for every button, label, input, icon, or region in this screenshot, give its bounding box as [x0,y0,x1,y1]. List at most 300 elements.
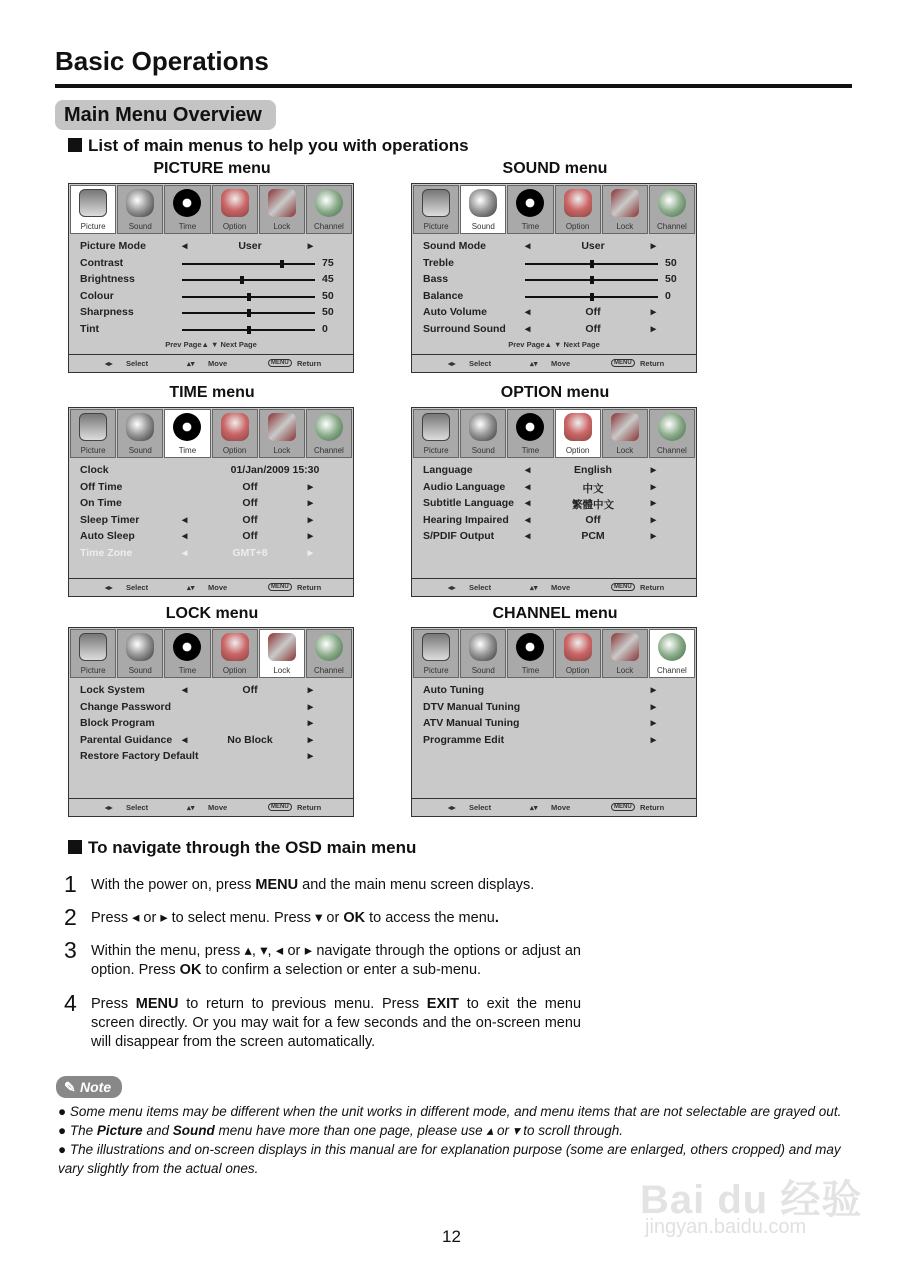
menu-row[interactable] [80,273,343,290]
menu-row[interactable] [80,481,343,498]
tab-time[interactable] [507,185,553,234]
sound-menu-screen [411,183,697,373]
slider-track[interactable] [182,279,315,281]
menu-footer [69,798,353,816]
slider-knob[interactable] [280,260,284,268]
row-label: Subtitle Language [423,497,515,509]
menu-row[interactable] [423,734,686,751]
row-label: Surround Sound [423,322,506,335]
tab-time[interactable] [164,185,210,234]
tab-lock[interactable] [602,185,648,234]
menu-row[interactable] [80,514,343,531]
picture-icon [79,189,107,217]
page-number: 12 [442,1227,461,1246]
move-hint-icon: ▴▾ [530,359,538,368]
channel-icon [658,413,686,441]
row-label: Picture Mode [80,240,146,252]
tab-option[interactable] [555,629,601,678]
lock-icon [268,633,296,661]
row-label: Language [423,464,473,476]
menu-rows [80,240,343,339]
option-icon [564,189,592,217]
tab-label: Lock [273,222,291,231]
left-arrow-icon[interactable]: ◂ [525,480,531,493]
row-label: Sleep Timer [80,513,140,526]
tab-label: Option [565,222,590,231]
tab-channel[interactable] [649,629,695,678]
lock-icon [268,189,296,217]
row-value: PCM [581,530,605,542]
channel-icon [315,413,343,441]
sound-icon [469,633,497,661]
tab-label: Lock [273,446,291,455]
return-hint: Return [640,359,665,368]
row-value: English [574,464,612,476]
step-number: 4 [64,990,77,1016]
menu-row[interactable] [80,684,343,701]
move-hint: Move [551,359,571,368]
menu-rows [423,684,686,750]
tab-label: Option [222,446,247,455]
tab-picture[interactable] [413,629,459,678]
right-arrow-icon[interactable]: ▸ [650,684,656,696]
row-value: 繁體中文 [572,499,614,511]
tab-sound[interactable] [460,409,506,458]
tab-label: Sound [128,222,152,231]
tab-label: Lock [616,446,634,455]
tab-sound[interactable] [117,629,163,678]
menu-row[interactable] [423,497,686,514]
right-arrow-icon[interactable]: ▸ [307,750,313,762]
tab-channel[interactable] [649,185,695,234]
row-label: Sharpness [80,306,134,318]
tab-label: Channel [314,446,344,455]
menu-row[interactable] [80,306,343,323]
menu-key-icon: MENU [611,359,635,367]
tab-lock[interactable] [259,629,305,678]
slider-value: 0 [665,289,671,302]
channel-menu-screen [411,627,697,817]
menu-row[interactable] [80,750,343,767]
tab-sound[interactable] [117,409,163,458]
slider-track[interactable] [525,296,658,298]
nav-heading-text: To navigate through the OSD main menu [88,838,417,857]
right-arrow-icon[interactable]: ▸ [307,546,313,559]
row-label: Bass [423,273,449,285]
slider-track[interactable] [182,263,315,265]
select-hint: Select [126,583,149,592]
return-hint: Return [297,583,322,592]
row-label: S/PDIF Output [423,530,495,542]
right-arrow-icon[interactable]: ▸ [307,240,313,252]
time-menu-title: TIME menu [169,384,255,401]
picture-menu-title: PICTURE menu [153,160,271,177]
tab-label: Lock [273,666,291,675]
tab-channel[interactable] [306,185,352,234]
menu-tab-bar [412,184,696,235]
menu-row[interactable] [423,481,686,498]
row-value: Off [242,513,258,526]
tab-label: Channel [314,666,344,675]
row-value: Off [585,306,601,318]
left-arrow-icon[interactable]: ◂ [182,240,188,252]
move-hint: Move [208,583,228,592]
tab-label: Picture [80,222,106,231]
menu-tab-bar [69,628,353,679]
move-hint: Move [208,359,228,368]
right-arrow-icon[interactable]: ▸ [650,322,656,335]
tab-picture[interactable] [70,185,116,234]
select-hint: Select [126,359,149,368]
right-arrow-icon[interactable]: ▸ [650,480,656,493]
row-value: User [238,240,262,252]
slider-value: 50 [322,306,334,318]
sound-icon [469,189,497,217]
tab-option[interactable] [555,185,601,234]
tab-label: Picture [423,446,449,455]
right-arrow-icon[interactable]: ▸ [650,240,656,252]
tab-lock[interactable] [259,185,305,234]
row-label: Colour [80,289,114,302]
tab-option[interactable] [212,409,258,458]
watermark-url: jingyan.baidu.com [645,1216,807,1238]
section-pill-label: Main Menu Overview [64,104,262,126]
row-label: Hearing Impaired [423,513,509,526]
right-arrow-icon[interactable]: ▸ [307,700,313,713]
select-hint: Select [469,359,492,368]
menu-key-icon: MENU [268,583,292,591]
menu-row[interactable] [423,257,686,274]
tab-label: Time [521,666,540,675]
time-icon [516,189,544,217]
left-arrow-icon[interactable]: ◂ [525,513,531,526]
tab-label: Time [178,222,197,231]
menu-row[interactable] [80,464,343,481]
page-nav[interactable]: Prev Page▲ ▼ Next Page [508,340,600,349]
tab-label: Option [565,666,590,675]
left-arrow-icon[interactable]: ◂ [182,530,188,542]
row-label: ATV Manual Tuning [423,717,520,729]
picture-icon [422,189,450,217]
row-label: DTV Manual Tuning [423,700,521,713]
left-arrow-icon[interactable]: ◂ [525,530,531,542]
menu-tab-bar [69,184,353,235]
menu-tab-bar [412,408,696,459]
tab-picture[interactable] [70,409,116,458]
channel-menu-title: CHANNEL menu [492,605,618,622]
option-icon [221,189,249,217]
select-hint-icon: ◂▸ [105,803,113,812]
menu-row[interactable] [80,497,343,514]
sound-icon [126,413,154,441]
slider-knob[interactable] [590,293,594,301]
tab-sound[interactable] [117,185,163,234]
slider-knob[interactable] [247,326,251,334]
tab-time[interactable] [507,629,553,678]
tab-label: Time [178,666,197,675]
select-hint: Select [469,803,492,812]
time-icon [173,189,201,217]
tab-label: Time [521,446,540,455]
left-arrow-icon[interactable]: ◂ [182,546,188,559]
step-text: With the power on, press MENU and the main menu screen displays. [91,877,535,893]
slider-value: 0 [322,322,328,335]
slider-track[interactable] [182,312,315,314]
menu-row[interactable] [80,734,343,751]
time-menu-screen [68,407,354,597]
tab-label: Picture [423,222,449,231]
tab-lock[interactable] [259,409,305,458]
square-bullet-icon [68,138,82,152]
row-label: Lock System [80,684,145,696]
lock-icon [268,413,296,441]
row-label: Contrast [80,256,124,269]
menu-row[interactable] [80,717,343,734]
right-arrow-icon[interactable]: ▸ [650,497,656,509]
list-heading-text: List of main menus to help you with operations [88,136,469,155]
menu-footer [412,578,696,596]
option-menu-screen [411,407,697,597]
left-arrow-icon[interactable]: ◂ [525,322,531,335]
row-label: Auto Sleep [80,530,135,542]
left-arrow-icon[interactable]: ◂ [182,513,188,526]
tab-picture[interactable] [70,629,116,678]
menu-rows [423,240,686,339]
tab-lock[interactable] [602,409,648,458]
row-label: Sound Mode [423,240,486,252]
nav-heading [68,838,416,858]
slider-track[interactable] [182,296,315,298]
tab-option[interactable] [555,409,601,458]
left-arrow-icon[interactable]: ◂ [525,306,531,318]
row-label: Auto Tuning [423,684,485,696]
row-label: Block Program [80,717,155,729]
tab-option[interactable] [212,629,258,678]
channel-icon [658,189,686,217]
row-label: Clock [80,464,109,476]
row-value: No Block [227,733,273,746]
menu-footer [69,354,353,372]
menu-footer [412,354,696,372]
right-arrow-icon[interactable]: ▸ [650,513,656,526]
row-label: Off Time [80,480,123,493]
menu-tab-bar [69,408,353,459]
tab-lock[interactable] [602,629,648,678]
menu-row[interactable] [423,514,686,531]
time-icon [516,633,544,661]
tab-label: Time [521,222,540,231]
select-hint-icon: ◂▸ [448,583,456,592]
slider-knob[interactable] [247,309,251,317]
lock-menu-screen [68,627,354,817]
page-nav[interactable]: Prev Page▲ ▼ Next Page [165,340,257,349]
left-arrow-icon[interactable]: ◂ [182,733,188,746]
step-number: 2 [64,904,77,930]
option-icon [221,413,249,441]
slider-track[interactable] [525,279,658,281]
right-arrow-icon[interactable]: ▸ [650,700,656,713]
right-arrow-icon[interactable]: ▸ [307,497,313,509]
slider-value: 45 [322,273,334,285]
menu-row[interactable] [80,257,343,274]
slider-knob[interactable] [590,260,594,268]
tab-picture[interactable] [413,185,459,234]
row-value: 01/Jan/2009 15:30 [230,464,320,476]
section-pill [55,100,276,130]
row-label: Balance [423,289,464,302]
slider-knob[interactable] [240,276,244,284]
menu-row[interactable] [423,464,686,481]
time-icon [516,413,544,441]
tab-label: Lock [616,222,634,231]
right-arrow-icon[interactable]: ▸ [650,717,656,729]
return-hint: Return [640,583,665,592]
move-hint: Move [208,803,228,812]
menu-tab-bar [412,628,696,679]
tab-label: Channel [314,222,344,231]
time-icon [173,413,201,441]
picture-icon [79,633,107,661]
menu-key-icon: MENU [611,803,635,811]
picture-menu-screen [68,183,354,373]
tab-channel[interactable] [649,409,695,458]
menu-row[interactable] [423,290,686,307]
sound-icon [126,633,154,661]
row-label: Audio Language [423,480,506,493]
right-arrow-icon[interactable]: ▸ [307,513,313,526]
row-value: Off [242,480,258,493]
right-arrow-icon[interactable]: ▸ [307,717,313,729]
right-arrow-icon[interactable]: ▸ [307,684,313,696]
menu-row[interactable] [423,530,686,547]
menu-row[interactable] [423,701,686,718]
menu-row[interactable] [80,701,343,718]
step-number: 1 [64,871,77,897]
return-hint: Return [297,359,322,368]
slider-knob[interactable] [247,293,251,301]
step-text: Within the menu, press ▴, ▾, ◂ or ▸ navigate through the options or adjust an option. Press OK to confirm a selection or enter a sub-menu. [91,943,581,978]
note-item: ● The illustrations and on-screen displays in this manual are for explanation purpose (some are enlarged, others cropped) and may vary slightly from the actual ones. [58,1142,841,1176]
return-hint: Return [640,803,665,812]
option-icon [221,633,249,661]
menu-row[interactable] [423,240,686,257]
select-hint-icon: ◂▸ [105,583,113,592]
option-icon [564,633,592,661]
menu-key-icon: MENU [268,359,292,367]
slider-track[interactable] [182,329,315,331]
menu-rows [80,464,343,563]
right-arrow-icon[interactable]: ▸ [650,464,656,476]
slider-value: 50 [322,289,334,302]
select-hint-icon: ◂▸ [105,359,113,368]
tab-label: Sound [128,446,152,455]
picture-icon [422,633,450,661]
tab-picture[interactable] [413,409,459,458]
left-arrow-icon[interactable]: ◂ [525,497,531,509]
sound-icon [469,413,497,441]
menu-row[interactable] [80,530,343,547]
tab-label: Channel [657,446,687,455]
menu-row[interactable] [80,290,343,307]
right-arrow-icon[interactable]: ▸ [650,306,656,318]
left-arrow-icon[interactable]: ◂ [525,464,531,476]
tab-label: Option [222,666,247,675]
step-text: Press ◂ or ▸ to select menu. Press ▾ or OK to access the menu. [91,910,499,926]
slider-track[interactable] [525,263,658,265]
right-arrow-icon[interactable]: ▸ [650,530,656,542]
tab-time[interactable] [507,409,553,458]
picture-icon [422,413,450,441]
slider-knob[interactable] [590,276,594,284]
right-arrow-icon[interactable]: ▸ [650,733,656,746]
menu-row[interactable] [423,717,686,734]
tab-label: Sound [471,666,495,675]
row-label: Programme Edit [423,733,505,746]
menu-row[interactable] [423,684,686,701]
lock-menu-title: LOCK menu [165,605,259,622]
left-arrow-icon[interactable]: ◂ [525,240,531,252]
tab-label: Lock [616,666,634,675]
right-arrow-icon[interactable]: ▸ [307,530,313,542]
step-number: 3 [64,937,77,963]
left-arrow-icon[interactable]: ◂ [182,684,188,696]
option-menu-title: OPTION menu [500,384,610,401]
tab-sound[interactable] [460,185,506,234]
square-bullet-icon [68,840,82,854]
menu-row[interactable] [423,273,686,290]
title-rule [55,84,852,88]
tab-label: Sound [471,446,495,455]
select-hint: Select [126,803,149,812]
note-badge [56,1076,122,1098]
row-label: Brightness [80,273,135,285]
slider-value: 75 [322,256,334,269]
tab-option[interactable] [212,185,258,234]
sound-icon [126,189,154,217]
tab-label: Channel [657,666,687,675]
menu-row[interactable] [423,323,686,340]
menu-footer [69,578,353,596]
menu-row[interactable] [80,547,343,564]
tab-sound[interactable] [460,629,506,678]
option-icon [564,413,592,441]
tab-label: Channel [657,222,687,231]
select-hint-icon: ◂▸ [448,803,456,812]
menu-row[interactable] [80,240,343,257]
tab-label: Time [178,446,197,455]
right-arrow-icon[interactable]: ▸ [307,733,313,746]
page-title: Basic Operations [55,46,269,76]
menu-row[interactable] [80,323,343,340]
tab-channel[interactable] [306,409,352,458]
move-hint-icon: ▴▾ [530,583,538,592]
time-icon [173,633,201,661]
list-heading [68,136,469,156]
return-hint: Return [297,803,322,812]
lock-icon [611,189,639,217]
tab-time[interactable] [164,629,210,678]
right-arrow-icon[interactable]: ▸ [307,480,313,493]
tab-channel[interactable] [306,629,352,678]
move-hint-icon: ▴▾ [187,359,195,368]
row-value: User [581,240,605,252]
row-value: GMT+8 [232,546,268,559]
menu-footer [412,798,696,816]
tab-time[interactable] [164,409,210,458]
menu-row[interactable] [423,306,686,323]
menu-key-icon: MENU [268,803,292,811]
move-hint-icon: ▴▾ [530,803,538,812]
